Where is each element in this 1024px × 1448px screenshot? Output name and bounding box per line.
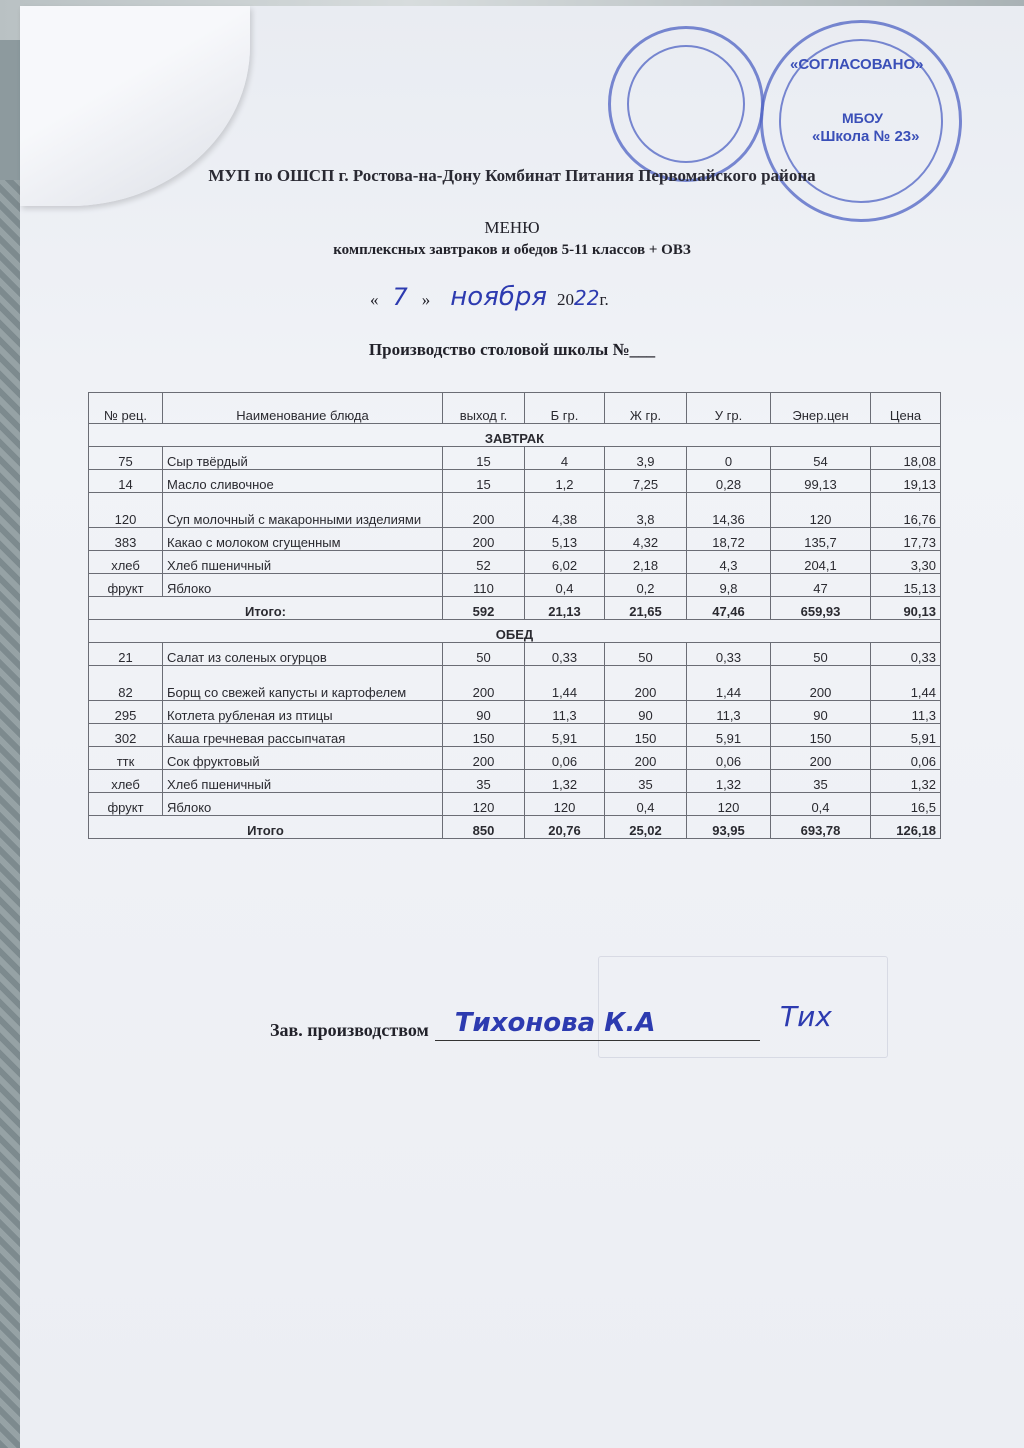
table-row [89, 747, 941, 770]
menu-table [88, 392, 941, 839]
protein-cell: 5,91 [525, 724, 605, 747]
carb-cell: 0,06 [687, 747, 771, 770]
date-day: 7 [392, 283, 408, 311]
price-cell: 15,13 [871, 574, 941, 597]
price-cell: 3,30 [871, 551, 941, 574]
price-cell: 18,08 [871, 447, 941, 470]
fat-cell: 150 [605, 724, 687, 747]
fat-cell: 4,32 [605, 528, 687, 551]
stamp-school-type: МБОУ [842, 110, 883, 126]
energy-cell: 35 [771, 770, 871, 793]
date-year-suffix: 22 [574, 286, 600, 310]
carb-cell: 120 [687, 793, 771, 816]
energy-cell: 54 [771, 447, 871, 470]
output-cell: 200 [443, 528, 525, 551]
protein-cell: 1,32 [525, 770, 605, 793]
dish-name-cell: Котлета рубленая из птицы [163, 701, 443, 724]
protein-cell: 1,44 [525, 666, 605, 701]
dish-name-cell: Суп молочный с макаронными изделиями [163, 493, 443, 528]
carb-cell: 18,72 [687, 528, 771, 551]
energy-cell: 135,7 [771, 528, 871, 551]
output-cell: 200 [443, 493, 525, 528]
date-open-quote: « [370, 290, 379, 309]
table-row [89, 770, 941, 793]
protein-cell: 21,13 [525, 597, 605, 620]
date-year-prefix: 20 [557, 290, 575, 309]
energy-cell: 200 [771, 747, 871, 770]
protein-cell: 1,2 [525, 470, 605, 493]
header-cell: выход г. [443, 393, 525, 424]
energy-cell: 90 [771, 701, 871, 724]
header-cell: Б гр. [525, 393, 605, 424]
protein-cell: 4 [525, 447, 605, 470]
carb-cell: 0,28 [687, 470, 771, 493]
fat-cell: 200 [605, 747, 687, 770]
table-row [89, 493, 941, 528]
price-cell: 19,13 [871, 470, 941, 493]
output-cell: 15 [443, 470, 525, 493]
output-cell: 120 [443, 793, 525, 816]
output-cell: 200 [443, 666, 525, 701]
table-row [89, 643, 941, 666]
output-cell: 52 [443, 551, 525, 574]
fat-cell: 21,65 [605, 597, 687, 620]
total-label: Итого: [89, 597, 443, 620]
header-cell: Цена [871, 393, 941, 424]
table-row [89, 793, 941, 816]
dish-name-cell: Яблоко [163, 793, 443, 816]
protein-cell: 20,76 [525, 816, 605, 839]
protein-cell: 0,33 [525, 643, 605, 666]
dish-name-cell: Хлеб пшеничный [163, 770, 443, 793]
energy-cell: 50 [771, 643, 871, 666]
dish-name-cell: Хлеб пшеничный [163, 551, 443, 574]
table-row [89, 666, 941, 701]
rec-cell: хлеб [89, 551, 163, 574]
round-stamp-kombinat [608, 26, 764, 182]
output-cell: 90 [443, 701, 525, 724]
rec-cell: 21 [89, 643, 163, 666]
energy-cell: 0,4 [771, 793, 871, 816]
energy-cell: 47 [771, 574, 871, 597]
date-month: ноября [450, 282, 548, 312]
output-cell: 50 [443, 643, 525, 666]
rec-cell: 302 [89, 724, 163, 747]
price-cell: 0,33 [871, 643, 941, 666]
school-line: Производство столовой школы №___ [368, 340, 656, 359]
stamp-agreed-text: «СОГЛАСОВАНО» [790, 56, 924, 73]
output-cell: 35 [443, 770, 525, 793]
carb-cell: 1,44 [687, 666, 771, 701]
rec-cell: ттк [89, 747, 163, 770]
section-label: ЗАВТРАК [89, 424, 941, 447]
header-cell: У гр. [687, 393, 771, 424]
price-cell: 90,13 [871, 597, 941, 620]
output-cell: 592 [443, 597, 525, 620]
energy-cell: 150 [771, 724, 871, 747]
fat-cell: 50 [605, 643, 687, 666]
price-cell: 126,18 [871, 816, 941, 839]
fat-cell: 90 [605, 701, 687, 724]
energy-cell: 99,13 [771, 470, 871, 493]
rec-cell: 383 [89, 528, 163, 551]
dish-name-cell: Яблоко [163, 574, 443, 597]
output-cell: 110 [443, 574, 525, 597]
protein-cell: 11,3 [525, 701, 605, 724]
carb-cell: 1,32 [687, 770, 771, 793]
rec-cell: фрукт [89, 574, 163, 597]
rec-cell: 295 [89, 701, 163, 724]
fat-cell: 200 [605, 666, 687, 701]
table-row [89, 724, 941, 747]
output-cell: 200 [443, 747, 525, 770]
fat-cell: 2,18 [605, 551, 687, 574]
fat-cell: 0,4 [605, 793, 687, 816]
output-cell: 850 [443, 816, 525, 839]
carb-cell: 47,46 [687, 597, 771, 620]
carb-cell: 93,95 [687, 816, 771, 839]
price-cell: 1,32 [871, 770, 941, 793]
carb-cell: 14,36 [687, 493, 771, 528]
dish-name-cell: Салат из соленых огурцов [163, 643, 443, 666]
table-row [89, 551, 941, 574]
fat-cell: 0,2 [605, 574, 687, 597]
protein-cell: 5,13 [525, 528, 605, 551]
rec-cell: 75 [89, 447, 163, 470]
energy-cell: 204,1 [771, 551, 871, 574]
dish-name-cell: Каша гречневая рассыпчатая [163, 724, 443, 747]
energy-cell: 200 [771, 666, 871, 701]
fat-cell: 35 [605, 770, 687, 793]
header-cell: № рец. [89, 393, 163, 424]
total-row-lunch [89, 816, 941, 839]
date-close-quote: » [421, 290, 431, 309]
date-line [370, 282, 609, 312]
header-cell: Ж гр. [605, 393, 687, 424]
carb-cell: 11,3 [687, 701, 771, 724]
total-label: Итого [89, 816, 443, 839]
price-cell: 11,3 [871, 701, 941, 724]
rec-cell: 14 [89, 470, 163, 493]
faint-rectangular-stamp [598, 956, 888, 1058]
table-row [89, 470, 941, 493]
table-row [89, 574, 941, 597]
dish-name-cell: Борщ со свежей капусты и картофелем [163, 666, 443, 701]
signature-blank [435, 1008, 760, 1041]
carb-cell: 9,8 [687, 574, 771, 597]
menu-subtitle: комплексных завтраков и обедов 5-11 классов + ОВЗ [333, 242, 691, 258]
rec-cell: 120 [89, 493, 163, 528]
carb-cell: 0 [687, 447, 771, 470]
table-header-row [89, 393, 941, 424]
total-row-breakfast [89, 597, 941, 620]
rec-cell: фрукт [89, 793, 163, 816]
stamp-school-name: «Школа № 23» [812, 128, 920, 145]
protein-cell: 4,38 [525, 493, 605, 528]
protein-cell: 120 [525, 793, 605, 816]
output-cell: 15 [443, 447, 525, 470]
protein-cell: 0,4 [525, 574, 605, 597]
fat-cell: 3,8 [605, 493, 687, 528]
section-label: ОБЕД [89, 620, 941, 643]
energy-cell: 693,78 [771, 816, 871, 839]
section-row-lunch [89, 620, 941, 643]
date-year-end: г. [599, 290, 609, 309]
price-cell: 1,44 [871, 666, 941, 701]
signature-name: Тихонова К.А [454, 1008, 656, 1038]
price-cell: 16,76 [871, 493, 941, 528]
organization-line: МУП по ОШСП г. Ростова-на-Дону Комбинат Питания Первомайского района [208, 166, 816, 185]
carb-cell: 4,3 [687, 551, 771, 574]
signature-short: Тих [780, 1000, 832, 1033]
price-cell: 17,73 [871, 528, 941, 551]
table-row [89, 701, 941, 724]
header-cell: Энер.цен [771, 393, 871, 424]
carb-cell: 5,91 [687, 724, 771, 747]
price-cell: 5,91 [871, 724, 941, 747]
table-row [89, 528, 941, 551]
fat-cell: 7,25 [605, 470, 687, 493]
carb-cell: 0,33 [687, 643, 771, 666]
signature-line [270, 1008, 760, 1041]
price-cell: 16,5 [871, 793, 941, 816]
table-row [89, 447, 941, 470]
energy-cell: 659,93 [771, 597, 871, 620]
dish-name-cell: Сок фруктовый [163, 747, 443, 770]
header-cell: Наименование блюда [163, 393, 443, 424]
protein-cell: 6,02 [525, 551, 605, 574]
section-row-breakfast [89, 424, 941, 447]
rec-cell: 82 [89, 666, 163, 701]
fat-cell: 3,9 [605, 447, 687, 470]
dish-name-cell: Сыр твёрдый [163, 447, 443, 470]
signature-label: Зав. производством [270, 1020, 429, 1040]
dish-name-cell: Какао с молоком сгущенным [163, 528, 443, 551]
price-cell: 0,06 [871, 747, 941, 770]
menu-title: МЕНЮ [484, 218, 540, 237]
protein-cell: 0,06 [525, 747, 605, 770]
output-cell: 150 [443, 724, 525, 747]
dish-name-cell: Масло сливочное [163, 470, 443, 493]
energy-cell: 120 [771, 493, 871, 528]
fat-cell: 25,02 [605, 816, 687, 839]
rec-cell: хлеб [89, 770, 163, 793]
